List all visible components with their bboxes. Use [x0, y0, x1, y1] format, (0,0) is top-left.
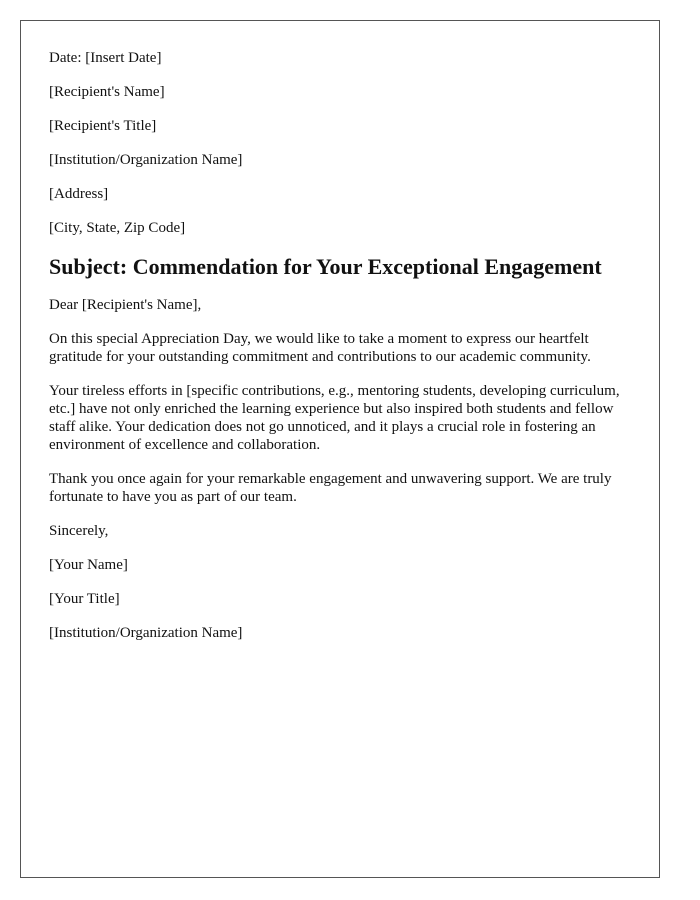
body-paragraph-2: Your tireless efforts in [specific contributions, e.g., mentoring students, developing curriculum, etc.] have not only enriched the learning experience but also inspired both students and fellow staff alike. Your dedication does not go unnoticed, and it plays a crucial role in fostering an environment of excellence and collaboration. — [49, 383, 620, 453]
body-paragraph-3: Thank you once again for your remarkable engagement and unwavering support. We are truly fortunate to have you as part of our team. — [49, 471, 612, 505]
recipient-city-state-zip: [City, State, Zip Code] — [49, 220, 186, 236]
date-line: Date: [Insert Date] — [49, 50, 162, 66]
salutation: Dear [Recipient's Name], — [49, 297, 202, 313]
recipient-institution: [Institution/Organization Name] — [49, 152, 243, 168]
sender-name: [Your Name] — [49, 557, 128, 573]
valediction: Sincerely, — [49, 523, 109, 539]
sender-title: [Your Title] — [49, 591, 120, 607]
recipient-name: [Recipient's Name] — [49, 84, 165, 100]
letter-page — [20, 20, 660, 878]
subject-heading: Subject: Commendation for Your Exceptional Engagement — [49, 254, 602, 279]
body-paragraph-1: On this special Appreciation Day, we would like to take a moment to express our heartfelt gratitude for your outstanding commitment and contributions to our academic community. — [49, 331, 591, 365]
recipient-title: [Recipient's Title] — [49, 118, 157, 134]
recipient-address: [Address] — [49, 186, 109, 202]
sender-institution: [Institution/Organization Name] — [49, 625, 243, 641]
